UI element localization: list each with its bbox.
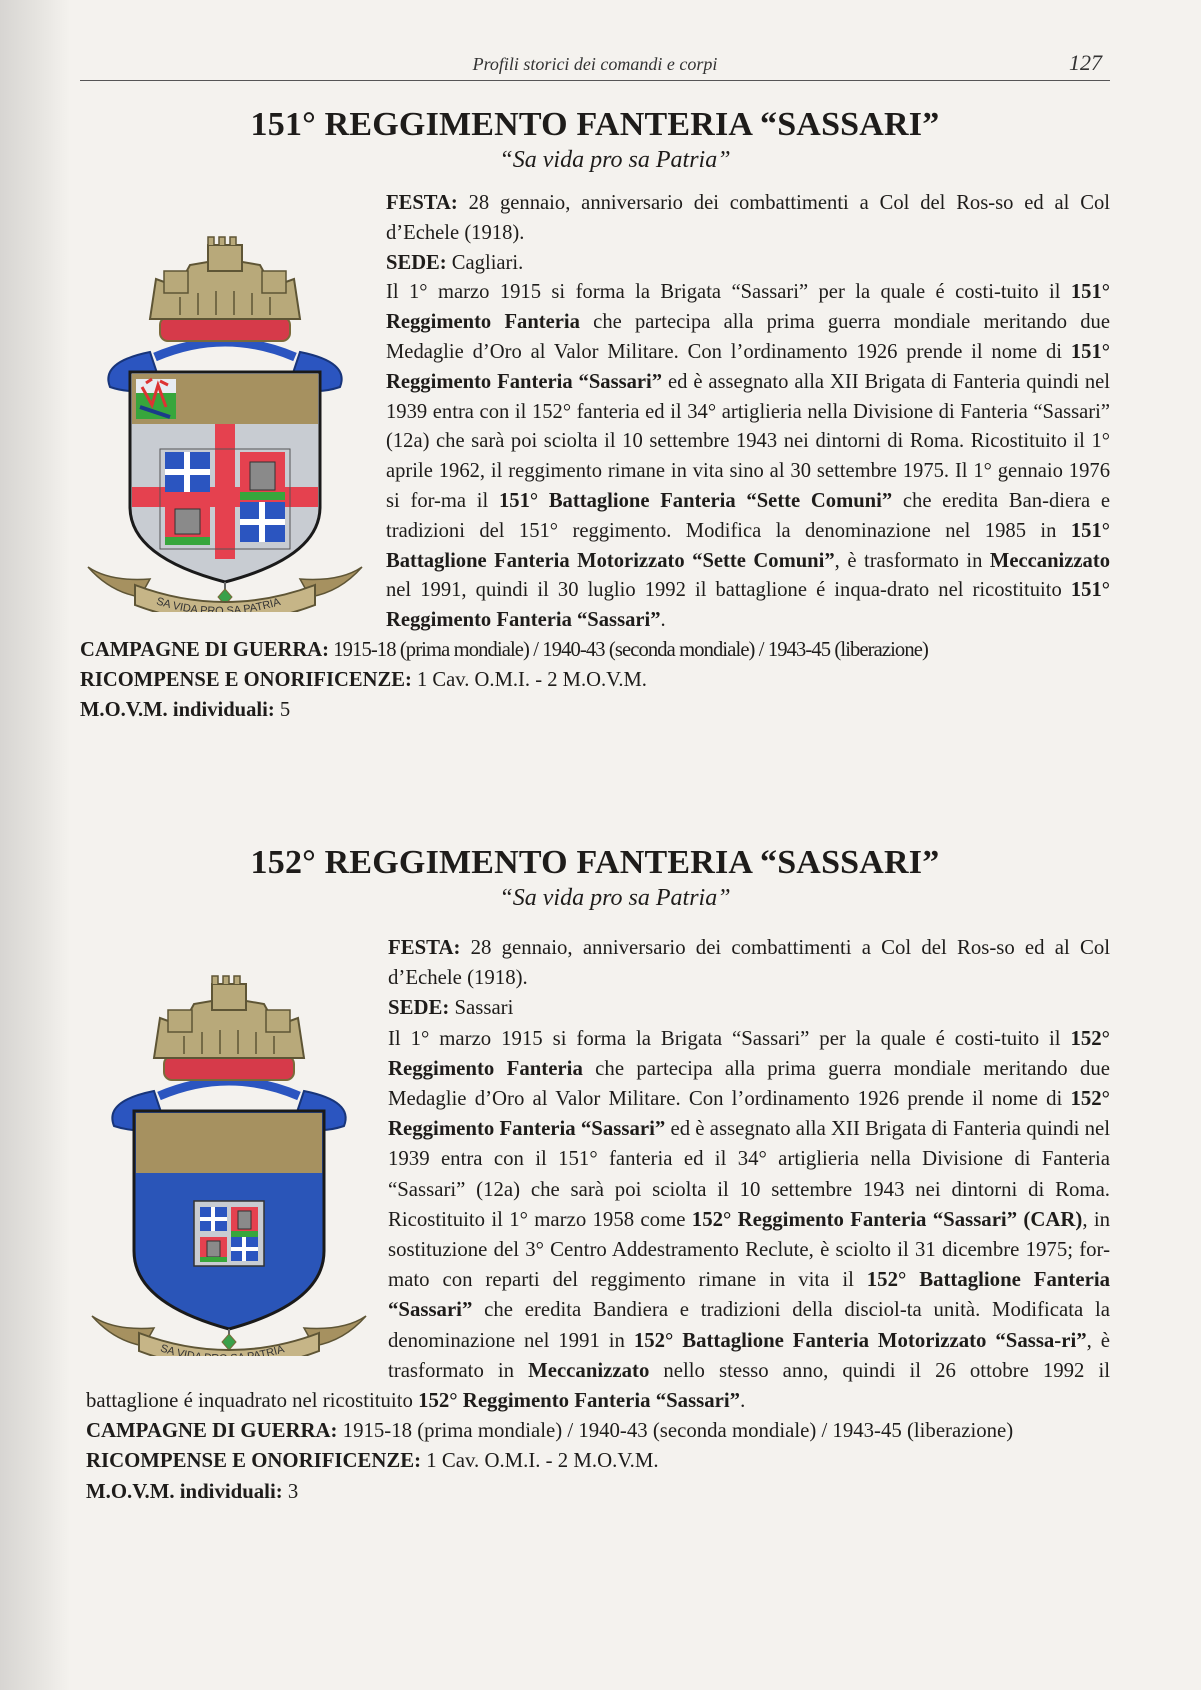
history-bold: 151° Reggimento Fanteria “Sassari”: [386, 340, 1110, 393]
page-number: 127: [1069, 50, 1102, 75]
campagne-label: CAMPAGNE DI GUERRA:: [86, 1419, 338, 1443]
campagne-text: 1915-18 (prima mondiale) / 1940-43 (seconda mondiale) / 1943-45 (liberazione): [337, 1419, 1014, 1443]
movm-label: M.O.V.M. individuali:: [80, 698, 275, 721]
movm-label: M.O.V.M. individuali:: [86, 1479, 283, 1503]
running-header-title: Profili storici dei comandi e corpi: [472, 54, 718, 74]
regiment-section-151: [80, 105, 1110, 725]
history-bold: Meccanizzato: [989, 549, 1110, 572]
history-bold: 151° Battaglione Fanteria Motorizzato “Sette Comuni”: [386, 519, 1110, 572]
ricompense-line: [80, 666, 1110, 696]
history-text: che partecipa alla prima guerra mondiale meritando due Medaglie d’Oro al Valor Militare. Con l’ordinamento 1926 prende il nome di: [388, 1056, 1110, 1111]
history-text: Il 1° marzo 1915 si forma la Brigata “Sassari” per la quale é costi-tuito il: [386, 281, 1071, 304]
coat-of-arms-152: [80, 931, 380, 1361]
sede-label: SEDE:: [386, 251, 447, 274]
sede-label: SEDE:: [388, 996, 450, 1020]
movm-text: 3: [282, 1479, 299, 1503]
history-bold: 152° Reggimento Fanteria “Sassari” (CAR): [691, 1207, 1083, 1231]
history-text: .: [660, 609, 666, 632]
history-bold: 152° Reggimento Fanteria “Sassari”: [418, 1389, 741, 1413]
regiment-section-152: [80, 843, 1110, 1507]
crest-scroll-label: SA VIDA PRO SA PATRIA: [154, 595, 282, 612]
section-title: 152° REGGIMENTO FANTERIA “SASSARI”: [250, 844, 940, 881]
history-bold: 151° Reggimento Fanteria “Sassari”: [386, 579, 1110, 632]
history-text: ed è assegnato alla XII Brigata di Fanteria quindi nel 1939 entra con il 151° fanteria ed il 34° artiglieria nella Divisione di Fanteria “Sassari” (12a) che sarà poi sciolta il 10 settembre 1943 nei dintorni di Roma. Ricostituito il 1° marzo 1958 come: [388, 1117, 1110, 1231]
ricompense-line: [80, 1446, 1110, 1476]
history-text: nello stesso anno, quindi il 26 ottobre 1992 il battaglione é inquadrato nel ricostituito: [86, 1358, 1111, 1413]
sede-text: Cagliari.: [446, 251, 524, 274]
section-title: 151° REGGIMENTO FANTERIA “SASSARI”: [250, 106, 940, 143]
movm-line: [80, 1477, 1110, 1507]
section-motto: “Sa vida pro sa Patria”: [499, 147, 731, 173]
ricompense-label: RICOMPENSE E ONORIFICENZE:: [80, 668, 412, 691]
history-text: , in sostituzione del 3° Centro Addestramento Reclute, è sciolto il 31 dicembre 1975; for-mato con reparti del reggimento rimane in vita il: [388, 1207, 1111, 1292]
crest-scroll-label: SA VID ATRIA: [158, 1342, 286, 1356]
history-text: che partecipa alla prima guerra mondiale meritando due Medaglie d’Oro al Valor Militare. Con l’ordinamento 1926 prende il nome di: [386, 311, 1110, 363]
movm-line: [80, 696, 1110, 726]
coat-of-arms-image: [80, 187, 370, 612]
campagne-line: [80, 636, 1110, 666]
history-bold: 152° Reggimento Fanteria “Sassari”: [388, 1087, 1110, 1141]
history-text: Il 1° marzo 1915 si forma la Brigata “Sassari” per la quale é costi-tuito il: [388, 1026, 1071, 1050]
ricompense-text: 1 Cav. O.M.I. - 2 M.O.V.M.: [421, 1449, 659, 1473]
festa-text: 28 gennaio, anniversario dei combattimenti a Col del Ros-so ed al Col d’Echele (1918).: [386, 192, 1110, 244]
history-text: nel 1991, quindi il 30 luglio 1992 il battaglione é inqua-drato nel ricostituito: [386, 579, 1071, 602]
festa-label: FESTA:: [388, 936, 461, 959]
movm-text: 5: [274, 698, 291, 721]
ricompense-label: RICOMPENSE E ONORIFICENZE:: [86, 1449, 422, 1473]
coat-of-arms-image: [84, 931, 374, 1356]
history-bold: 151° Battaglione Fanteria “Sette Comuni”: [498, 489, 893, 512]
history-text: che eredita Bandiera e tradizioni della disciol-ta unità. Modificata la denominazione nel 1991 in: [388, 1298, 1110, 1352]
campagne-label: CAMPAGNE DI GUERRA:: [80, 638, 330, 661]
running-header: [80, 50, 1110, 81]
history-text: , è trasformato in: [834, 549, 990, 572]
coat-of-arms-151: [80, 187, 370, 612]
festa-text: 28 gennaio, anniversario dei combattimenti a Col del Ros-so ed al Col d’Echele (1918).: [388, 936, 1110, 990]
page-gutter-shadow: [0, 0, 70, 1690]
history-bold: 152° Battaglione Fanteria Motorizzato “Sassa-ri”: [633, 1328, 1087, 1352]
history-text: .: [740, 1389, 746, 1413]
history-text: ed è assegnato alla XII Brigata di Fanteria quindi nel 1939 entra con il 152° fanteria ed il 34° artiglieria nella Divisione di Fanteria “Sassari” (12a) che sarà poi sciolta il 10 settembre 1943 nei dintorni di Roma. Ricostituito il 1° aprile 1962, il reggimento rimane in vita sino al 30 settembre 1975. Il 1° gennaio 1976 si for-ma il: [386, 370, 1111, 512]
history-bold: 152° Reggimento Fanteria: [388, 1026, 1110, 1080]
history-bold: Meccanizzato: [528, 1358, 650, 1382]
history-bold: 152° Battaglione Fanteria “Sassari”: [388, 1268, 1110, 1322]
history-text: , è trasformato in: [388, 1328, 1110, 1382]
ricompense-text: 1 Cav. O.M.I. - 2 M.O.V.M.: [411, 668, 647, 691]
history-bold: 151° Reggimento Fanteria: [386, 281, 1110, 334]
sede-text: Sassari: [449, 996, 514, 1020]
section-motto: “Sa vida pro sa Patria”: [499, 885, 731, 911]
campagne-line: [80, 1416, 1110, 1446]
campagne-text: 1915-18 (prima mondiale) / 1940-43 (seconda mondiale) / 1943-45 (liberazione): [329, 638, 928, 661]
festa-label: FESTA:: [386, 192, 458, 214]
history-text: che eredita Ban-diera e tradizioni del 151° reggimento. Modifica la denominazione nel 1985 in: [386, 489, 1110, 542]
